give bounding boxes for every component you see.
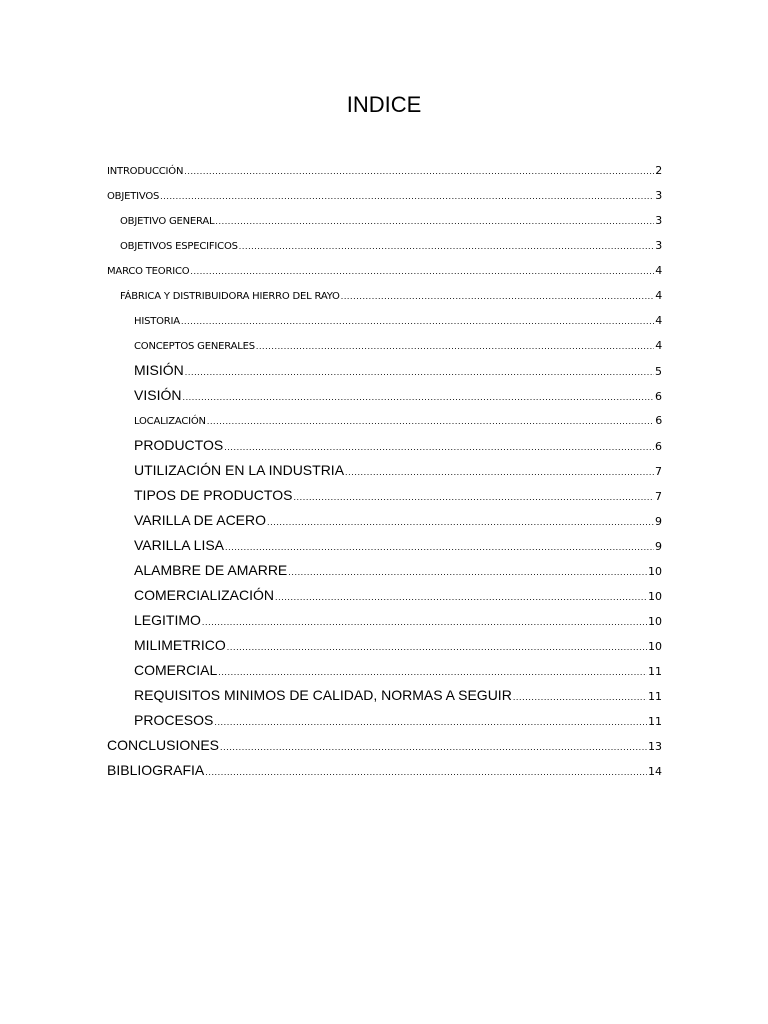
toc-entry-label: LOCALIZACIÓN (134, 416, 206, 427)
dot-leader (239, 234, 654, 259)
dot-leader (202, 610, 647, 635)
toc-entry-marco-teorico[interactable] (107, 258, 662, 283)
dot-leader (182, 385, 654, 410)
toc-page-number: 10 (648, 640, 662, 653)
toc-page-number: 5 (655, 365, 662, 378)
toc-entry-productos[interactable] (134, 433, 662, 458)
toc-entry-bibliografia[interactable] (107, 758, 662, 783)
dot-leader (184, 159, 654, 184)
dot-leader (214, 710, 647, 735)
toc-entry-utilizacion-industria[interactable] (134, 458, 662, 483)
dot-leader (207, 409, 654, 434)
toc-page-number: 11 (648, 715, 662, 728)
toc-entry-localizacion[interactable] (134, 408, 662, 433)
toc-entry-label: LEGITIMO (134, 612, 201, 628)
toc-entry-varilla-acero[interactable] (134, 508, 662, 533)
toc-entry-label: VARILLA LISA (134, 537, 225, 553)
toc-page-number: 4 (655, 289, 662, 302)
dot-leader (205, 760, 647, 785)
dot-leader (227, 635, 647, 660)
toc-entry-objetivos-especificos[interactable] (120, 233, 662, 258)
dot-leader (341, 284, 654, 309)
toc-page-number: 4 (655, 339, 662, 352)
dot-leader (224, 435, 654, 460)
toc-entry-label: PRODUCTOS (134, 437, 224, 453)
toc-entry-milimetrico[interactable] (134, 633, 662, 658)
dot-leader (256, 334, 654, 359)
dot-leader (275, 585, 647, 610)
toc-page-number: 11 (648, 690, 662, 703)
toc-entry-conclusiones[interactable] (107, 733, 662, 758)
toc-page-number: 10 (648, 565, 662, 578)
toc-entry-comercializacion[interactable] (134, 583, 662, 608)
toc-entry-label: BIBLIOGRAFIA (107, 762, 205, 778)
toc-entry-label: UTILIZACIÓN EN LA INDUSTRIA (134, 462, 345, 478)
toc-entry-label: PROCESOS (134, 712, 214, 728)
toc-entry-mision[interactable] (134, 358, 662, 383)
toc-page-number: 14 (648, 765, 662, 778)
toc-page-number: 10 (648, 615, 662, 628)
toc-entry-alambre-amarre[interactable] (134, 558, 662, 583)
toc-entry-label: HISTORIA (134, 316, 180, 327)
dot-leader (160, 184, 654, 209)
toc-page-number: 9 (655, 515, 662, 528)
dot-leader (185, 360, 654, 385)
toc-entry-introduccion[interactable] (107, 158, 662, 183)
toc-entry-label: CONCEPTOS GENERALES (134, 341, 255, 352)
toc-entry-label: ALAMBRE DE AMARRE (134, 562, 288, 578)
dot-leader (345, 460, 654, 485)
toc-entry-fabrica-distribuidora[interactable] (120, 283, 662, 308)
dot-leader (181, 309, 654, 334)
toc-entry-label: MARCO TEORICO (107, 266, 190, 277)
toc-page-number: 3 (655, 239, 662, 252)
toc-entry-label: INTRODUCCIÓN (107, 166, 184, 177)
dot-leader (215, 209, 654, 234)
toc-entry-label: CONCLUSIONES (107, 737, 220, 753)
toc-entry-comercial[interactable] (134, 658, 662, 683)
dot-leader (293, 485, 654, 510)
toc-entry-objetivos[interactable] (107, 183, 662, 208)
toc-entry-conceptos-generales[interactable] (134, 333, 662, 358)
toc-entry-label: FÁBRICA Y DISTRIBUIDORA HIERRO DEL RAYO (120, 291, 340, 302)
dot-leader (218, 660, 647, 685)
toc-page-number: 6 (655, 414, 662, 427)
dot-leader (220, 735, 647, 760)
toc-entry-requisitos-calidad[interactable] (134, 683, 662, 708)
toc-entry-label: VARILLA DE ACERO (134, 512, 267, 528)
page-title: INDICE (346, 92, 422, 117)
toc-entry-label: OBJETIVO GENERAL (120, 216, 215, 227)
toc-page-number: 7 (655, 490, 662, 503)
dot-leader (267, 510, 654, 535)
toc-page-number: 7 (655, 465, 662, 478)
toc-entry-label: REQUISITOS MINIMOS DE CALIDAD, NORMAS A SEGUIR (134, 687, 512, 703)
toc-entry-vision[interactable] (134, 383, 662, 408)
toc-page-number: 3 (655, 214, 662, 227)
toc-entry-label: OBJETIVOS ESPECIFICOS (120, 241, 238, 252)
toc-page-number: 10 (648, 590, 662, 603)
toc-page-number: 3 (655, 189, 662, 202)
dot-leader (225, 535, 654, 560)
toc-page-number: 6 (655, 440, 662, 453)
toc-entry-label: COMERCIAL (134, 662, 218, 678)
toc-entry-objetivo-general[interactable] (120, 208, 662, 233)
toc-page-number: 13 (648, 740, 662, 753)
toc-page-number: 9 (655, 540, 662, 553)
toc-entry-legitimo[interactable] (134, 608, 662, 633)
toc-page-number: 4 (655, 264, 662, 277)
toc-page-number: 11 (648, 665, 662, 678)
toc-page-number: 6 (655, 390, 662, 403)
toc-entry-label: MILIMETRICO (134, 637, 226, 653)
toc-page-number: 4 (655, 314, 662, 327)
toc-entry-varilla-lisa[interactable] (134, 533, 662, 558)
dot-leader (288, 560, 647, 585)
dot-leader (513, 685, 647, 710)
dot-leader (190, 259, 654, 284)
toc-entry-label: MISIÓN (134, 362, 184, 378)
toc-entry-label: OBJETIVOS (107, 191, 160, 202)
toc-entry-tipos-productos[interactable] (134, 483, 662, 508)
toc-entry-label: TIPOS DE PRODUCTOS (134, 487, 293, 503)
toc-entry-procesos[interactable] (134, 708, 662, 733)
toc-entry-label: COMERCIALIZACIÓN (134, 587, 275, 603)
toc-entry-historia[interactable] (134, 308, 662, 333)
toc-page-number: 2 (655, 164, 662, 177)
toc-entry-label: VISIÓN (134, 387, 182, 403)
